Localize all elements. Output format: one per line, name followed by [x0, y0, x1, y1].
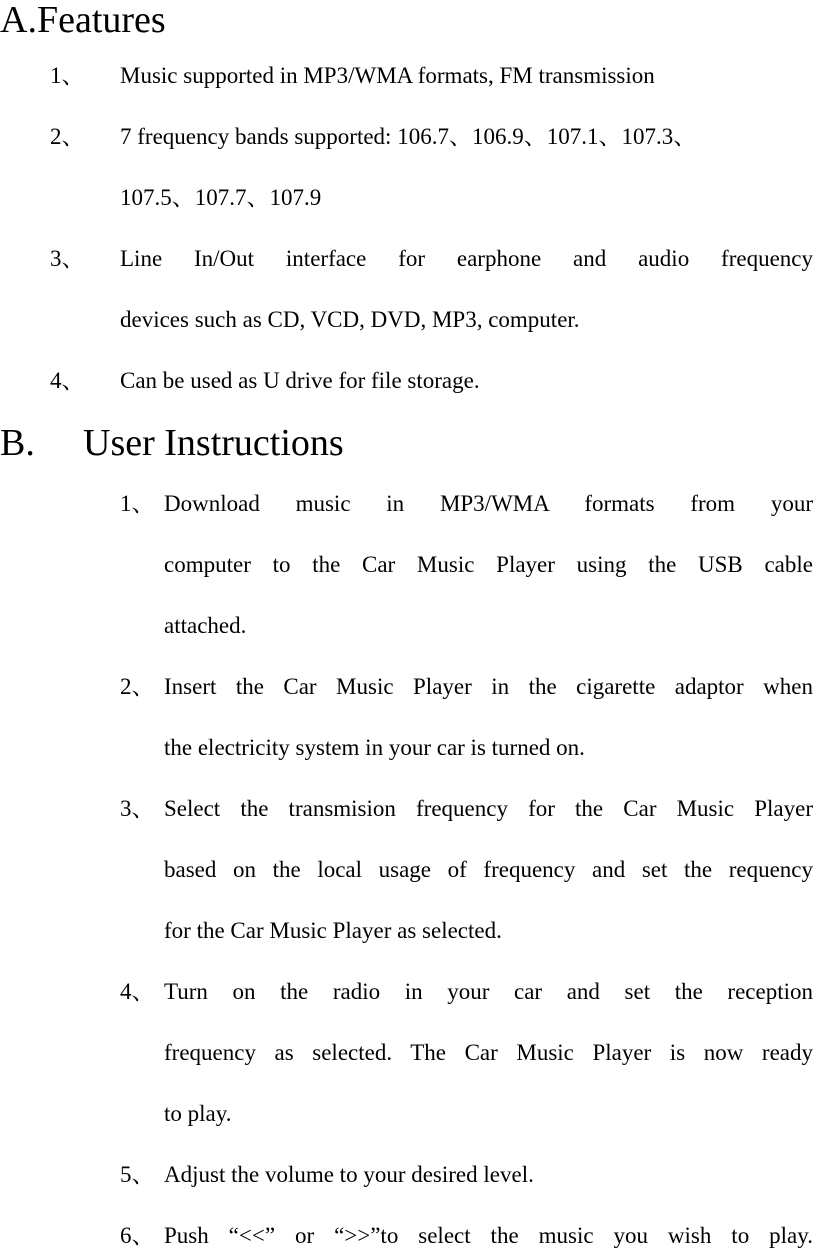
instruction-text-line: frequency as selected. The Car Music Player is now ready	[164, 1040, 813, 1065]
instruction-number: 6、	[120, 1223, 155, 1248]
feature-number: 4、	[50, 368, 85, 393]
instruction-number: 4、	[120, 979, 155, 1004]
instruction-text-line: to play.	[164, 1101, 232, 1126]
instruction-text-line: Turn on the radio in your car and set the reception	[164, 979, 813, 1004]
instruction-text-line: computer to the Car Music Player using the USB cable	[164, 552, 813, 577]
feature-number: 2、	[50, 124, 85, 149]
feature-number: 1、	[50, 63, 85, 88]
feature-text-line: Line In/Out interface for earphone and audio frequency	[120, 246, 813, 271]
section-b-title: User Instructions	[83, 422, 344, 464]
feature-text-line: Can be used as U drive for file storage.	[120, 368, 480, 393]
instruction-text-line: the electricity system in your car is turned on.	[164, 735, 585, 760]
instruction-number: 5、	[120, 1162, 155, 1187]
instruction-text-line: Push “<<” or “>>”to select the music you wish to play.	[164, 1223, 813, 1248]
instruction-text-line: for the Car Music Player as selected.	[164, 918, 502, 943]
instruction-number: 1、	[120, 491, 155, 516]
instruction-number: 3、	[120, 796, 155, 821]
section-a-letter: A	[0, 0, 28, 41]
feature-text-line: devices such as CD, VCD, DVD, MP3, computer.	[120, 307, 580, 332]
feature-text-line: 107.5、107.7、107.9	[120, 185, 322, 210]
instruction-text-line: attached.	[164, 613, 247, 638]
instruction-text-line: Adjust the volume to your desired level.	[164, 1162, 534, 1187]
section-b-letter: B.	[0, 422, 35, 464]
section-b-heading	[0, 423, 344, 463]
instruction-text-line: based on the local usage of frequency and set the requency	[164, 857, 813, 882]
section-a-heading	[0, 0, 166, 40]
instruction-text-line: Insert the Car Music Player in the cigarette adaptor when	[164, 674, 813, 699]
instruction-number: 2、	[120, 674, 155, 699]
instruction-text-line: Download music in MP3/WMA formats from your	[164, 491, 813, 516]
section-a-title: .Features	[27, 0, 166, 41]
feature-text-line: 7 frequency bands supported: 106.7、106.9、107.1、107.3、	[120, 124, 697, 149]
instruction-text-line: Select the transmision frequency for the Car Music Player	[164, 796, 813, 821]
feature-number: 3、	[50, 246, 85, 271]
feature-text-line: Music supported in MP3/WMA formats, FM transmission	[120, 63, 655, 88]
